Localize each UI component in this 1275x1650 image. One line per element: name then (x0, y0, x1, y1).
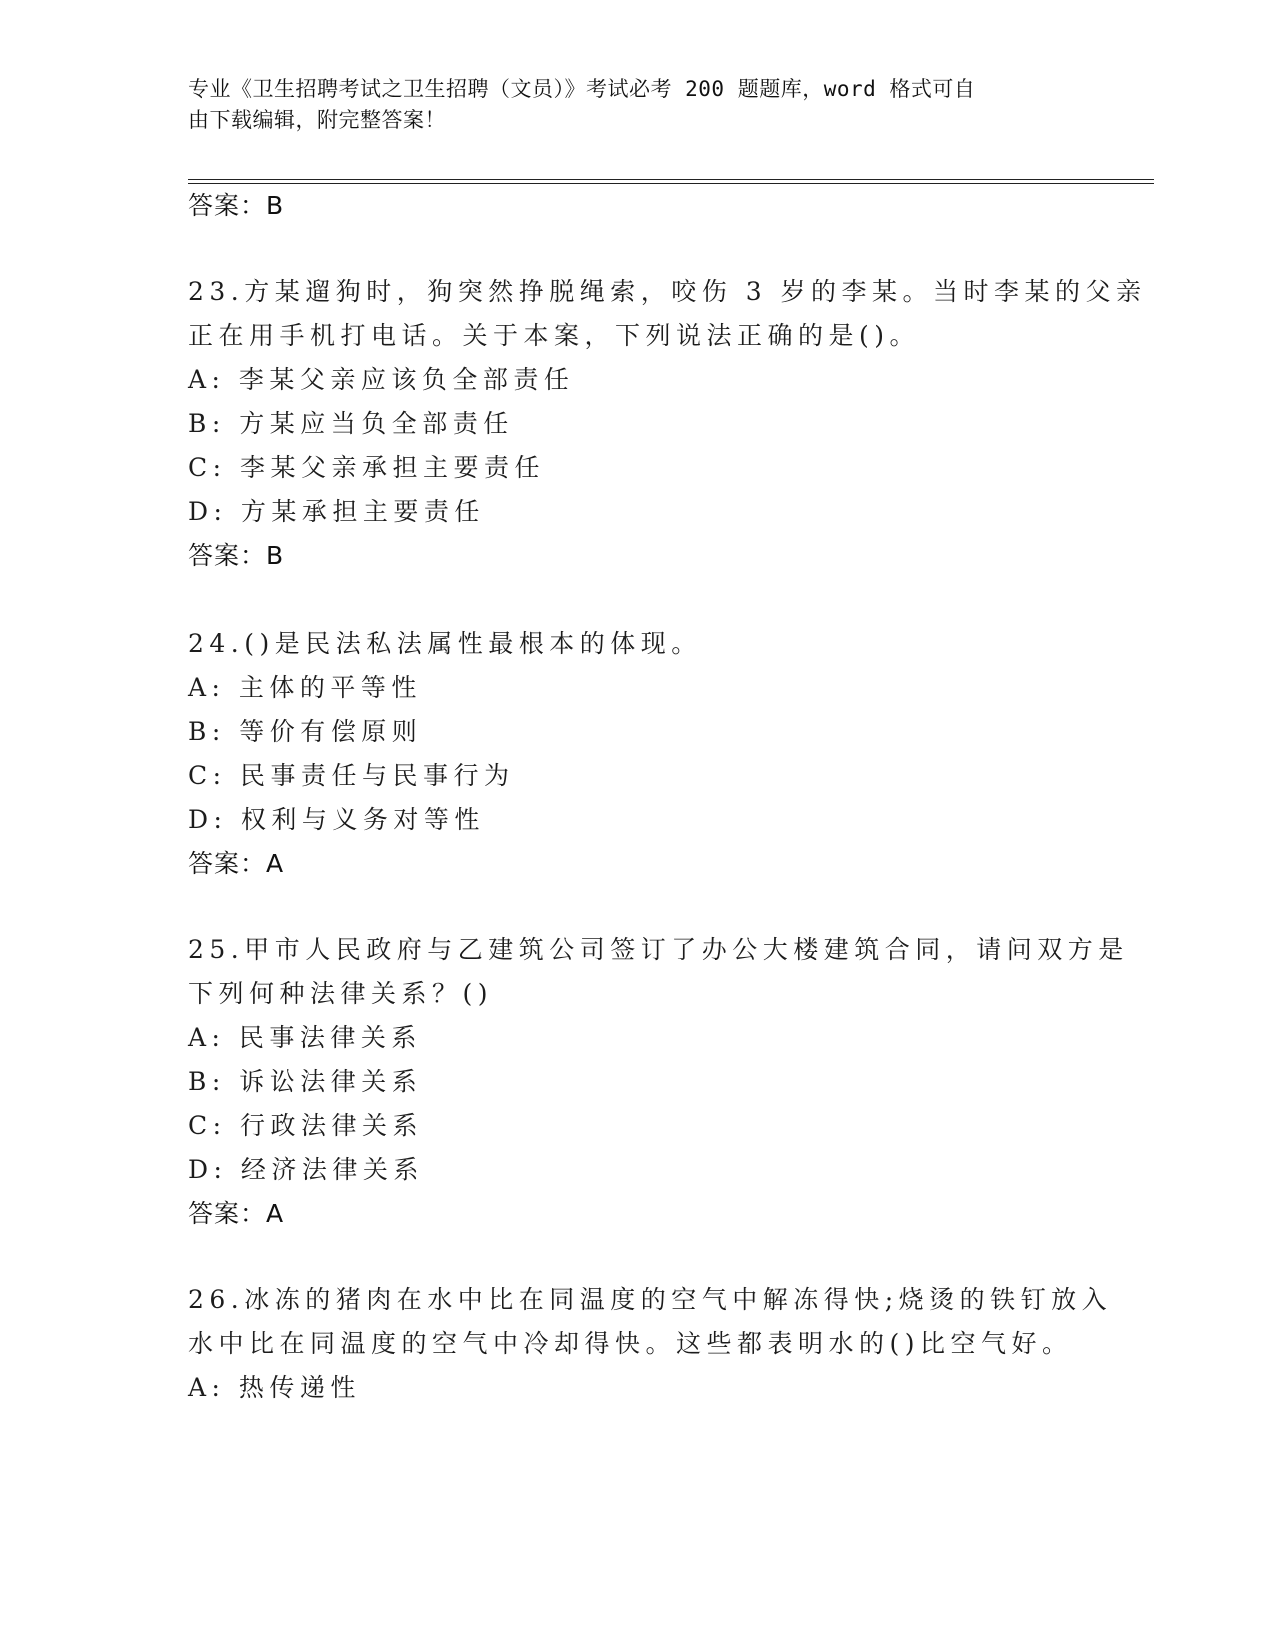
q23-option-a: A: 李某父亲应该负全部责任 (188, 365, 575, 394)
q25-option-d: D: 经济法律关系 (188, 1155, 424, 1184)
q24-answer: 答案：A (188, 849, 285, 878)
q26-stem-line-1: 26.冰冻的猪肉在水中比在同温度的空气中解冻得快;烧烫的铁钉放入 (188, 1285, 1113, 1314)
q26-stem-line-2: 水中比在同温度的空气中冷却得快。这些都表明水的()比空气好。 (188, 1329, 1073, 1358)
q26-option-a: A: 热传递性 (188, 1373, 361, 1402)
q25-option-b: B: 诉讼法律关系 (188, 1067, 423, 1096)
q25-stem-line-2: 下列何种法律关系？() (188, 979, 494, 1008)
q25-stem-line-1: 25.甲市人民政府与乙建筑公司签订了办公大楼建筑合同，请问双方是 (188, 935, 1129, 964)
q24-option-a: A: 主体的平等性 (188, 673, 422, 702)
answer-previous: 答案：B (188, 191, 285, 220)
q25-option-c: C: 行政法律关系 (188, 1111, 423, 1140)
q23-option-d: D: 方某承担主要责任 (188, 497, 485, 526)
header-line-2: 由下载编辑，附完整答案！ (188, 108, 446, 132)
q23-option-b: B: 方某应当负全部责任 (188, 409, 514, 438)
q23-option-c: C: 李某父亲承担主要责任 (188, 453, 545, 482)
q25-option-a: A: 民事法律关系 (188, 1023, 422, 1052)
q23-answer: 答案：B (188, 541, 285, 570)
q24-stem-line-1: 24.()是民法私法属性最根本的体现。 (188, 629, 702, 658)
header-rule-bottom (188, 183, 1154, 184)
q24-option-b: B: 等价有偿原则 (188, 717, 423, 746)
header-rule-top (188, 179, 1154, 180)
q25-answer: 答案：A (188, 1199, 285, 1228)
document-header (188, 74, 1068, 136)
q24-option-c: C: 民事责任与民事行为 (188, 761, 515, 790)
q23-stem-line-1: 23.方某遛狗时，狗突然挣脱绳索，咬伤 3 岁的李某。当时李某的父亲 (188, 277, 1147, 306)
q24-option-d: D: 权利与义务对等性 (188, 805, 485, 834)
header-line-1: 专业《卫生招聘考试之卫生招聘（文员）》考试必考 200 题题库，word 格式可自 (188, 77, 976, 101)
q23-stem-line-2: 正在用手机打电话。关于本案，下列说法正确的是()。 (188, 321, 921, 350)
